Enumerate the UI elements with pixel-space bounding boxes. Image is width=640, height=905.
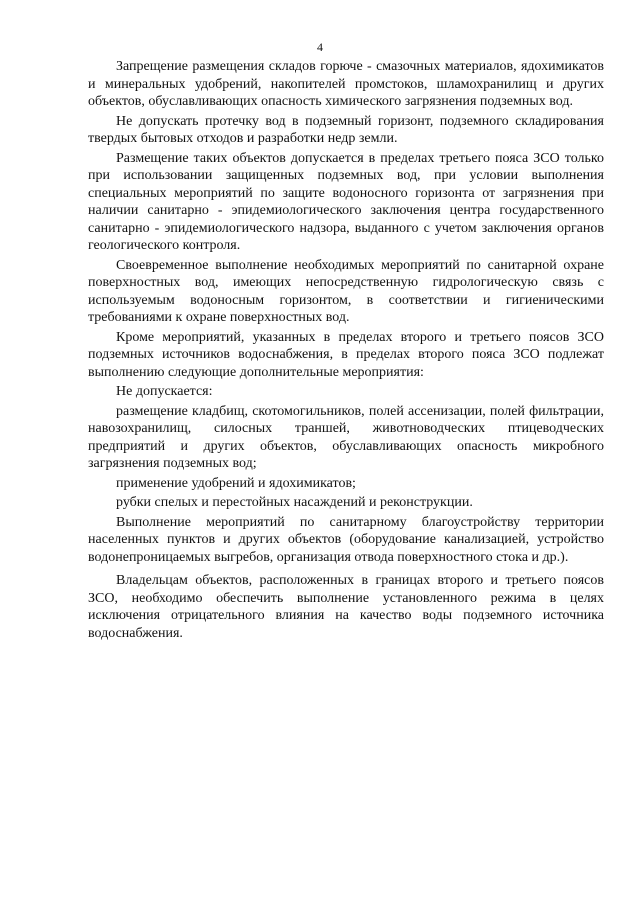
paragraph-owners-obligation: Владельцам объектов, расположенных в границах второго и третьего поясов ЗСО, необходимо обеспечить выполнение установленного режима в целях исключения отрицательного влияния на качество воды подземного источника водоснабжения. <box>88 573 604 641</box>
paragraph-leak-prevention: Не допускать протечку вод в подземный горизонт, подземного складирования твердых бытовых отходов и разработки недр земли. <box>88 113 604 146</box>
paragraph-logging-ban: рубки спелых и перестойных насаждений и реконструкции. <box>116 495 473 510</box>
paragraph-third-belt-placement: Размещение таких объектов допускается в пределах третьего пояса ЗСО только при использовании защищенных подземных вод, при условии выполнения специальных мероприятий по защите водоносного горизонта от загрязнения при наличии санитарно - эпидемиологического заключения центра государственного санитарно - эпидемиологического надзора, выданного с учетом заключения органов геологического контроля. <box>88 150 604 253</box>
paragraph-second-belt-measures: Кроме мероприятий, указанных в пределах второго и третьего поясов ЗСО подземных источников водоснабжения, в пределах второго пояса ЗСО подлежат выполнению следующие дополнительные мероприятия: <box>88 329 604 380</box>
paragraph-sanitary-improvement: Выполнение мероприятий по санитарному благоустройству территории населенных пунктов и других объектов (оборудование канализацией, устройство водонепроницаемых выгребов, организация отвода поверхностного стока и др.). <box>88 514 604 565</box>
paragraph-cemeteries-ban: размещение кладбищ, скотомогильников, полей ассенизации, полей фильтрации, навозохранилищ, силосных траншей, животноводческих птицеводческих предприятий и других объектов, обуславливающих опасность микробного загрязнения подземных вод; <box>88 403 604 471</box>
page-number: 4 <box>317 40 323 54</box>
paragraph-fertilizer-ban: применение удобрений и ядохимикатов; <box>116 475 356 491</box>
paragraph-surface-water-protection: Своевременное выполнение необходимых мероприятий по санитарной охране поверхностных вод, имеющих непосредственную гидрологическую связь с используемым водоносным горизонтом, в соответствии и гигиеническими требованиями к охране поверхностных вод. <box>88 257 604 325</box>
paragraph-storage-ban: Запрещение размещения складов горюче - смазочных материалов, ядохимикатов и минеральных удобрений, накопителей промстоков, шламохранилищ и других объектов, обуславливающих опасность химического загрязнения подземных вод. <box>88 59 604 109</box>
document-body <box>88 58 604 644</box>
paragraph-not-allowed: Не допускается: <box>116 384 213 399</box>
